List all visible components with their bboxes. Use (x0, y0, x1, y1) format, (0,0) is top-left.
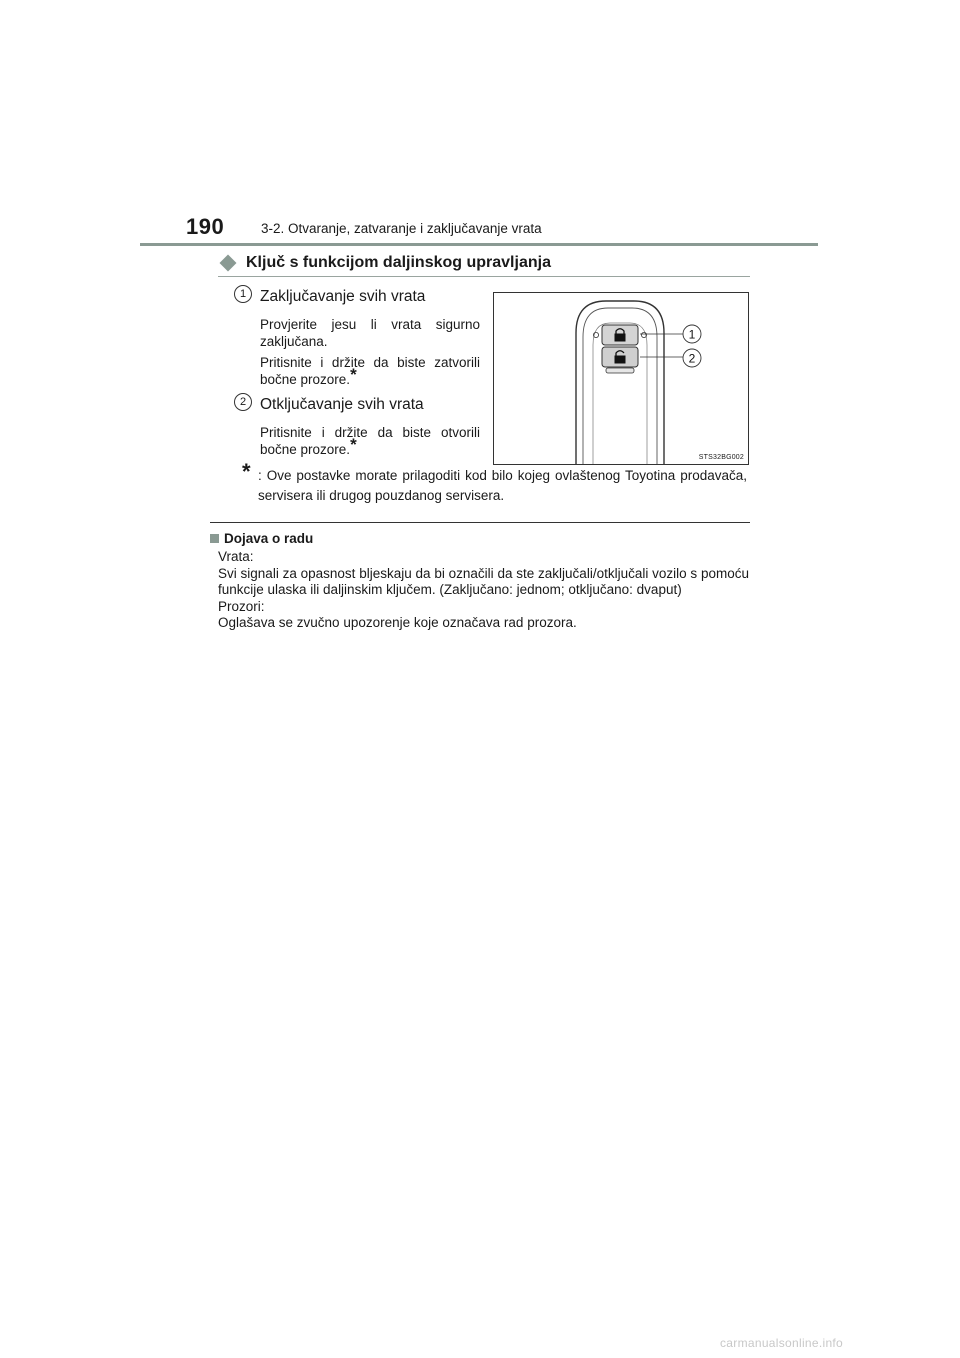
footnote-text: : Ove postavke morate prilagoditi kod bilo kojeg ovlaštenog Toyotina prodavača, servisera ili drugog pouzdanog servisera. (258, 468, 747, 503)
info-line: Vrata: (218, 549, 254, 564)
item-paragraph-text: Pritisnite i držite da biste zatvorili bočne prozore. (260, 355, 480, 387)
info-line: Prozori: (218, 598, 265, 614)
key-fob-illustration (494, 293, 748, 464)
item-number-1: 1 (234, 285, 252, 303)
info-title-text: Dojava o radu (224, 531, 314, 546)
section-rule (218, 276, 750, 277)
item-paragraph: Provjerite jesu li vrata sigurno zaključana. (260, 317, 480, 349)
button-bezel (606, 368, 634, 373)
page-number: 190 (186, 214, 225, 239)
footnote-mark: * (350, 365, 357, 384)
lock-icon-body (615, 334, 626, 342)
diamond-bullet-icon (220, 255, 237, 272)
header-rule (140, 243, 818, 246)
item-paragraph (260, 354, 480, 388)
chapter-title: 3-2. Otvaranje, zatvaranje i zaključavanje vrata (261, 221, 542, 236)
item-heading-unlock: Otključavanje svih vrata (260, 396, 424, 413)
info-line: Svi signali za opasnost bljeskaju da bi označili da ste zaključali/otključali vozilo s pomoću funkcije ulaska ili daljinskim ključem. (Zaključano: jednom; otključano: dvaput) (218, 565, 749, 598)
info-line: Oglašava se zvučno upozorenje koje označava rad prozora. (218, 615, 577, 631)
figure-id: STS32BG002 (698, 454, 744, 461)
footnote (242, 459, 747, 506)
watermark[interactable]: carmanualsonline.info (720, 1336, 844, 1350)
key-fob-figure (493, 292, 749, 465)
callout-number-2: 2 (688, 351, 696, 366)
unlock-icon-body (615, 356, 626, 364)
info-rule (210, 522, 750, 523)
item-paragraph-text: Pritisnite i držite da biste otvorili bočne prozore. (260, 425, 480, 457)
square-bullet-icon (210, 534, 219, 543)
info-body (218, 549, 749, 632)
footnote-star: * (242, 459, 251, 484)
item-number-2: 2 (234, 393, 252, 411)
footnote-mark: * (350, 435, 357, 454)
item-heading-lock: Zaključavanje svih vrata (260, 288, 426, 305)
section-title-text: Ključ s funkcijom daljinskog upravljanja (246, 254, 551, 271)
info-title (210, 531, 313, 546)
callout-number-1: 1 (688, 327, 696, 342)
item-paragraph (260, 424, 480, 458)
section-title (218, 254, 551, 272)
